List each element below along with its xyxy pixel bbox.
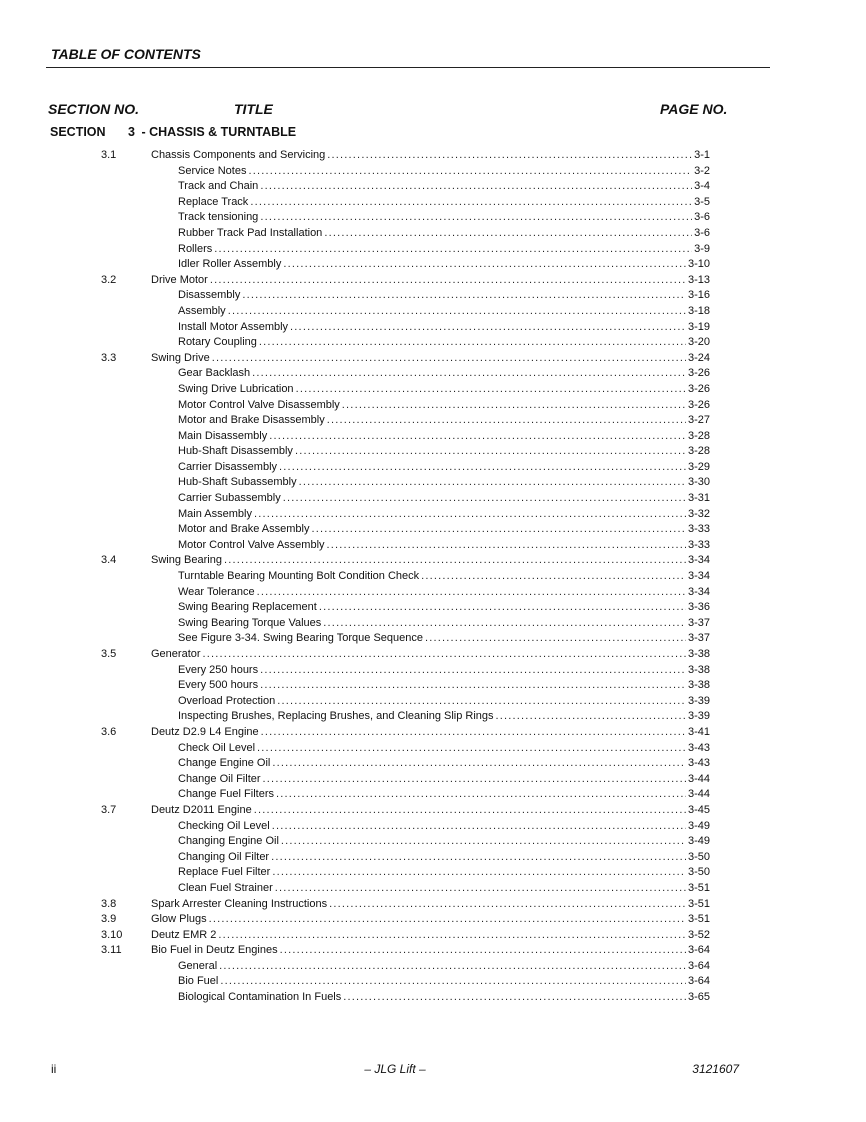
dot-leader (260, 210, 692, 226)
toc-entry-title[interactable]: Carrier Subassembly (178, 492, 281, 505)
toc-entry-page[interactable]: 3-2 (694, 164, 710, 177)
toc-row[interactable] (0, 959, 866, 975)
toc-entry-title[interactable]: Checking Oil Level (178, 819, 270, 832)
dot-leader (295, 444, 686, 460)
toc-entry-title[interactable]: Chassis Components and Servicing (151, 149, 326, 161)
toc-entry-title[interactable]: Spark Arrester Cleaning Instructions (151, 897, 328, 910)
toc-row[interactable] (0, 273, 866, 289)
toc-entry-line[interactable] (178, 631, 710, 647)
toc-entry-page[interactable]: 3-20 (687, 336, 710, 349)
dot-leader (252, 366, 686, 382)
toc-entry-line[interactable] (178, 819, 710, 835)
toc-entry-number: 3.4 (101, 554, 117, 567)
toc-entry-page[interactable]: 3-64 (687, 975, 710, 988)
dot-leader (319, 600, 686, 616)
toc-row[interactable] (0, 164, 866, 180)
dot-leader (496, 709, 686, 725)
toc-entry-line[interactable] (178, 366, 710, 382)
toc-row[interactable] (0, 242, 866, 258)
section-label: SECTION (50, 125, 106, 139)
toc-entry-number: 3.6 (101, 725, 117, 738)
toc-entry-line[interactable] (178, 881, 710, 897)
toc-row[interactable] (0, 444, 866, 460)
dot-leader (259, 335, 686, 351)
toc-row[interactable] (0, 725, 866, 741)
column-header-section: SECTION NO. (48, 101, 140, 117)
toc-row[interactable] (0, 943, 866, 959)
toc-entry-title[interactable]: Rollers (178, 242, 213, 255)
toc-entry-title[interactable]: Turntable Bearing Mounting Bolt Condition Check (178, 570, 420, 583)
section-number: 3 (128, 125, 135, 139)
toc-entry-title[interactable]: Generator (151, 648, 201, 660)
toc-entry-title[interactable]: Idler Roller Assembly (178, 258, 282, 271)
toc-entry-number: 3.7 (101, 803, 117, 816)
toc-row[interactable] (0, 990, 866, 1006)
toc-entry-title[interactable]: Motor and Brake Disassembly (178, 414, 325, 427)
toc-entry-title[interactable]: Change Fuel Filters (178, 788, 274, 801)
toc-entry-number: 3.5 (101, 648, 117, 660)
toc-entry-line[interactable] (151, 273, 710, 289)
footer-document-number: 3121607 (692, 1062, 739, 1076)
toc-row[interactable] (0, 709, 866, 725)
toc-entry-title[interactable]: Changing Engine Oil (178, 835, 279, 848)
toc-entry-title[interactable]: Motor and Brake Assembly (178, 523, 310, 536)
toc-entry-title[interactable]: Assembly (178, 304, 226, 317)
dot-leader (272, 865, 686, 881)
dot-leader (324, 226, 692, 242)
toc-entry-page[interactable]: 3-64 (687, 944, 710, 957)
toc-entry-title[interactable]: Swing Drive Lubrication (178, 382, 294, 395)
toc-entry-page[interactable]: 3-33 (687, 538, 710, 551)
section-heading (50, 125, 296, 139)
toc-entry-line[interactable] (151, 148, 710, 164)
toc-entry-title[interactable]: Change Oil Filter (178, 772, 261, 785)
toc-row[interactable] (0, 678, 866, 694)
toc-entry-title[interactable]: Motor Control Valve Assembly (178, 538, 325, 551)
toc-entry-page[interactable]: 3-64 (687, 959, 710, 972)
toc-entry-line[interactable] (178, 382, 710, 398)
toc-entry-page[interactable]: 3-1 (694, 149, 710, 161)
toc-entry-title[interactable]: Change Engine Oil (178, 757, 271, 770)
toc-entry-title[interactable]: Changing Oil Filter (178, 850, 270, 863)
toc-entry-line[interactable] (178, 257, 710, 273)
toc-entry-line[interactable] (151, 928, 710, 944)
toc-entry-page[interactable]: 3-41 (687, 725, 710, 738)
toc-entry-page[interactable]: 3-10 (687, 258, 710, 271)
dot-leader (425, 631, 686, 647)
toc-row[interactable] (0, 647, 866, 663)
toc-entry-line[interactable] (178, 600, 710, 616)
toc-entry-line[interactable] (151, 553, 710, 569)
toc-entry-number: 3.8 (101, 897, 117, 910)
toc-entry-title[interactable]: Deutz D2011 Engine (151, 803, 252, 816)
toc-list (0, 148, 866, 1006)
toc-entry-line[interactable] (151, 647, 710, 663)
dot-leader (272, 819, 686, 835)
toc-entry-page[interactable]: 3-44 (687, 788, 710, 801)
dot-leader (275, 881, 686, 897)
toc-entry-line[interactable] (178, 990, 710, 1006)
dot-leader (228, 304, 686, 320)
dot-leader (280, 943, 686, 959)
toc-entry-line[interactable] (178, 226, 710, 242)
toc-entry-line[interactable] (178, 538, 710, 554)
dot-leader (327, 148, 692, 164)
toc-entry-page[interactable]: 3-45 (687, 803, 710, 816)
toc-entry-line[interactable] (178, 959, 710, 975)
toc-entry-page[interactable]: 3-50 (687, 866, 710, 879)
toc-entry-title[interactable]: Swing Bearing (151, 554, 222, 567)
toc-row[interactable] (0, 460, 866, 476)
toc-entry-number: 3.11 (101, 944, 122, 957)
toc-entry-line[interactable] (178, 709, 710, 725)
dot-leader (218, 928, 686, 944)
toc-entry-title[interactable]: Install Motor Assembly (178, 320, 289, 333)
toc-entry-page[interactable]: 3-52 (687, 928, 710, 941)
toc-row[interactable] (0, 553, 866, 569)
toc-entry-line[interactable] (178, 195, 710, 211)
toc-entry-title[interactable]: Biological Contamination In Fuels (178, 991, 342, 1004)
page-header-title: TABLE OF CONTENTS (51, 46, 201, 62)
toc-entry-line[interactable] (178, 694, 710, 710)
toc-entry-line[interactable] (178, 164, 710, 180)
toc-entry-page[interactable]: 3-16 (687, 289, 710, 302)
toc-entry-title[interactable]: Hub-Shaft Disassembly (178, 445, 293, 458)
toc-entry-page[interactable]: 3-9 (694, 242, 710, 255)
toc-entry-line[interactable] (178, 522, 710, 538)
dot-leader (281, 834, 686, 850)
toc-entry-title[interactable]: Replace Track (178, 195, 249, 208)
column-header-title: TITLE (234, 101, 273, 117)
dot-leader (260, 678, 686, 694)
toc-entry-page[interactable]: 3-38 (687, 679, 710, 692)
dot-leader (279, 460, 686, 476)
dot-leader (327, 413, 686, 429)
header-divider (46, 67, 770, 68)
toc-row[interactable] (0, 351, 866, 367)
toc-entry-page[interactable]: 3-19 (687, 320, 710, 333)
toc-entry-page[interactable]: 3-38 (687, 663, 710, 676)
toc-row[interactable] (0, 507, 866, 523)
toc-row[interactable] (0, 850, 866, 866)
toc-entry-page[interactable]: 3-39 (687, 710, 710, 723)
toc-row[interactable] (0, 366, 866, 382)
toc-entry-title[interactable]: Drive Motor (151, 273, 208, 286)
toc-entry-line[interactable] (178, 429, 710, 445)
toc-entry-title[interactable]: Check Oil Level (178, 741, 256, 754)
dot-leader (210, 273, 686, 289)
toc-row[interactable] (0, 803, 866, 819)
toc-row[interactable] (0, 897, 866, 913)
toc-row[interactable] (0, 772, 866, 788)
toc-entry-line[interactable] (178, 304, 710, 320)
toc-row[interactable] (0, 569, 866, 585)
dot-leader (203, 647, 686, 663)
toc-entry-page[interactable]: 3-38 (687, 648, 710, 660)
toc-entry-line[interactable] (178, 741, 710, 757)
toc-entry-title[interactable]: Hub-Shaft Subassembly (178, 476, 297, 489)
footer-publisher: – JLG Lift – (364, 1062, 426, 1076)
toc-entry-line[interactable] (178, 460, 710, 476)
dot-leader (214, 242, 692, 258)
dot-leader (220, 974, 686, 990)
toc-entry-page[interactable]: 3-6 (694, 226, 710, 239)
toc-entry-page[interactable]: 3-28 (687, 429, 710, 442)
toc-entry-title[interactable]: Carrier Disassembly (178, 460, 278, 473)
toc-entry-line[interactable] (178, 335, 710, 351)
toc-entry-title[interactable]: Glow Plugs (151, 913, 207, 926)
toc-entry-title[interactable]: Swing Drive (151, 351, 210, 364)
dot-leader (248, 164, 692, 180)
toc-row[interactable] (0, 491, 866, 507)
toc-row[interactable] (0, 398, 866, 414)
dot-leader (311, 522, 686, 538)
toc-row[interactable] (0, 928, 866, 944)
dot-leader (296, 382, 686, 398)
toc-entry-line[interactable] (151, 912, 710, 928)
toc-entry-number: 3.2 (101, 273, 117, 286)
dot-leader (260, 663, 686, 679)
toc-row[interactable] (0, 585, 866, 601)
toc-entry-page[interactable]: 3-18 (687, 304, 710, 317)
toc-entry-line[interactable] (178, 179, 710, 195)
toc-entry-page[interactable]: 3-30 (687, 476, 710, 489)
toc-entry-title[interactable]: Wear Tolerance (178, 585, 255, 598)
toc-row[interactable] (0, 288, 866, 304)
toc-entry-line[interactable] (178, 772, 710, 788)
toc-entry-title[interactable]: Track and Chain (178, 180, 259, 193)
toc-entry-line[interactable] (178, 320, 710, 336)
toc-entry-title[interactable]: Deutz D2.9 L4 Engine (151, 725, 259, 738)
toc-entry-line[interactable] (178, 787, 710, 803)
toc-row[interactable] (0, 226, 866, 242)
toc-entry-page[interactable]: 3-28 (687, 445, 710, 458)
toc-entry-page[interactable]: 3-34 (687, 570, 710, 583)
toc-entry-page[interactable]: 3-51 (687, 897, 710, 910)
toc-row[interactable] (0, 834, 866, 850)
toc-entry-page[interactable]: 3-5 (694, 195, 710, 208)
toc-row[interactable] (0, 538, 866, 554)
toc-entry-line[interactable] (151, 803, 710, 819)
toc-entry-title[interactable]: Gear Backlash (178, 367, 251, 380)
dot-leader (343, 990, 686, 1006)
toc-entry-title[interactable]: Every 500 hours (178, 679, 259, 692)
toc-entry-line[interactable] (178, 242, 710, 258)
toc-entry-page[interactable]: 3-24 (687, 351, 710, 364)
toc-entry-title[interactable]: Inspecting Brushes, Replacing Brushes, and Cleaning Slip Rings (178, 710, 494, 723)
toc-row[interactable] (0, 335, 866, 351)
dot-leader (257, 741, 686, 757)
toc-row[interactable] (0, 195, 866, 211)
toc-row[interactable] (0, 616, 866, 632)
toc-entry-title[interactable]: Deutz EMR 2 (151, 928, 217, 941)
toc-entry-number: 3.9 (101, 913, 117, 926)
toc-row[interactable] (0, 694, 866, 710)
toc-entry-title[interactable]: Track tensioning (178, 211, 259, 224)
toc-entry-title[interactable]: Main Disassembly (178, 429, 268, 442)
toc-row[interactable] (0, 148, 866, 164)
toc-row[interactable] (0, 974, 866, 990)
toc-entry-line[interactable] (151, 351, 710, 367)
dot-leader (290, 320, 686, 336)
toc-entry-title[interactable]: General (178, 959, 218, 972)
dot-leader (263, 772, 686, 788)
toc-entry-line[interactable] (178, 756, 710, 772)
dot-leader (261, 725, 686, 741)
toc-entry-number: 3.10 (101, 928, 123, 941)
toc-entry-title[interactable]: Swing Bearing Torque Values (178, 616, 322, 629)
dot-leader (329, 897, 686, 913)
toc-entry-page[interactable]: 3-39 (687, 694, 710, 707)
toc-entry-page[interactable]: 3-65 (687, 991, 710, 1004)
toc-entry-title[interactable]: Swing Bearing Replacement (178, 601, 317, 614)
dot-leader (254, 803, 686, 819)
toc-entry-title[interactable]: Main Assembly (178, 507, 252, 520)
toc-entry-page[interactable]: 3-50 (687, 850, 710, 863)
toc-entry-page[interactable]: 3-26 (687, 367, 710, 380)
toc-row[interactable] (0, 210, 866, 226)
toc-row[interactable] (0, 881, 866, 897)
dot-leader (342, 398, 686, 414)
toc-entry-title[interactable]: Bio Fuel in Deutz Engines (151, 944, 278, 957)
dot-leader (209, 912, 686, 928)
dot-leader (283, 257, 686, 273)
toc-entry-page[interactable]: 3-49 (687, 835, 710, 848)
toc-entry-title[interactable]: Rubber Track Pad Installation (178, 226, 323, 239)
toc-entry-line[interactable] (178, 210, 710, 226)
toc-row[interactable] (0, 257, 866, 273)
dot-leader (277, 694, 686, 710)
toc-entry-line[interactable] (178, 974, 710, 990)
toc-entry-line[interactable] (178, 678, 710, 694)
toc-entry-page[interactable]: 3-44 (687, 772, 710, 785)
toc-entry-line[interactable] (178, 491, 710, 507)
toc-row[interactable] (0, 631, 866, 647)
toc-entry-page[interactable]: 3-32 (687, 507, 710, 520)
toc-entry-page[interactable]: 3-36 (687, 601, 710, 614)
dot-leader (224, 553, 686, 569)
toc-entry-line[interactable] (151, 725, 710, 741)
dot-leader (276, 787, 686, 803)
dot-leader (242, 288, 686, 304)
dot-leader (271, 850, 686, 866)
toc-entry-page[interactable]: 3-49 (687, 819, 710, 832)
toc-entry-page[interactable]: 3-26 (687, 398, 710, 411)
toc-entry-line[interactable] (178, 507, 710, 523)
toc-entry-line[interactable] (178, 475, 710, 491)
dot-leader (299, 475, 686, 491)
toc-entry-line[interactable] (178, 616, 710, 632)
toc-entry-page[interactable]: 3-13 (687, 273, 710, 286)
toc-row[interactable] (0, 382, 866, 398)
toc-entry-title[interactable]: Service Notes (178, 164, 247, 177)
dot-leader (212, 351, 686, 367)
toc-entry-line[interactable] (178, 663, 710, 679)
toc-entry-page[interactable]: 3-34 (687, 585, 710, 598)
toc-entry-title[interactable]: Clean Fuel Strainer (178, 881, 273, 894)
toc-entry-line[interactable] (178, 413, 710, 429)
toc-entry-page[interactable]: 3-6 (694, 211, 710, 224)
toc-row[interactable] (0, 865, 866, 881)
toc-row[interactable] (0, 413, 866, 429)
toc-row[interactable] (0, 320, 866, 336)
toc-row[interactable] (0, 663, 866, 679)
dot-leader (250, 195, 692, 211)
dot-leader (269, 429, 686, 445)
section-title: - CHASSIS & TURNTABLE (141, 125, 297, 139)
toc-entry-line[interactable] (151, 897, 710, 913)
toc-entry-number: 3.1 (101, 149, 117, 161)
toc-entry-line[interactable] (178, 850, 710, 866)
toc-entry-page[interactable]: 3-4 (694, 180, 710, 193)
toc-row[interactable] (0, 787, 866, 803)
toc-row[interactable] (0, 756, 866, 772)
column-header-page: PAGE NO. (660, 101, 728, 117)
toc-row[interactable] (0, 179, 866, 195)
dot-leader (283, 491, 686, 507)
toc-entry-title[interactable]: Overload Protection (178, 694, 276, 707)
toc-entry-page[interactable]: 3-37 (687, 616, 710, 629)
toc-entry-title[interactable]: Every 250 hours (178, 663, 259, 676)
toc-entry-page[interactable]: 3-27 (687, 414, 710, 427)
toc-row[interactable] (0, 304, 866, 320)
dot-leader (323, 616, 686, 632)
toc-entry-title[interactable]: Motor Control Valve Disassembly (178, 398, 340, 411)
toc-entry-page[interactable]: 3-29 (687, 460, 710, 473)
toc-entry-page[interactable]: 3-26 (687, 382, 710, 395)
toc-row[interactable] (0, 912, 866, 928)
toc-row[interactable] (0, 600, 866, 616)
dot-leader (219, 959, 686, 975)
dot-leader (272, 756, 686, 772)
toc-entry-page[interactable]: 3-43 (687, 741, 710, 754)
toc-entry-line[interactable] (178, 288, 710, 304)
dot-leader (327, 538, 686, 554)
toc-row[interactable] (0, 741, 866, 757)
toc-entry-line[interactable] (178, 398, 710, 414)
dot-leader (421, 569, 686, 585)
toc-entry-line[interactable] (178, 865, 710, 881)
dot-leader (254, 507, 686, 523)
toc-entry-page[interactable]: 3-37 (687, 632, 710, 645)
toc-entry-page[interactable]: 3-31 (687, 492, 710, 505)
toc-entry-line[interactable] (178, 834, 710, 850)
toc-row[interactable] (0, 475, 866, 491)
toc-entry-page[interactable]: 3-51 (687, 913, 710, 926)
footer-page-number: ii (51, 1062, 57, 1076)
toc-row[interactable] (0, 819, 866, 835)
toc-entry-line[interactable] (178, 585, 710, 601)
toc-entry-line[interactable] (178, 444, 710, 460)
toc-row[interactable] (0, 429, 866, 445)
toc-entry-page[interactable]: 3-33 (687, 523, 710, 536)
toc-entry-title[interactable]: See Figure 3-34. Swing Bearing Torque Sequence (178, 632, 424, 645)
toc-entry-title[interactable]: Rotary Coupling (178, 336, 257, 349)
toc-entry-page[interactable]: 3-51 (687, 881, 710, 894)
toc-entry-page[interactable]: 3-43 (687, 757, 710, 770)
toc-row[interactable] (0, 522, 866, 538)
toc-entry-page[interactable]: 3-34 (687, 554, 710, 567)
toc-entry-line[interactable] (178, 569, 710, 585)
dot-leader (257, 585, 686, 601)
toc-entry-number: 3.3 (101, 351, 117, 364)
toc-entry-title[interactable]: Disassembly (178, 289, 241, 302)
toc-entry-title[interactable]: Replace Fuel Filter (178, 866, 271, 879)
dot-leader (260, 179, 692, 195)
toc-entry-title[interactable]: Bio Fuel (178, 975, 219, 988)
toc-entry-line[interactable] (151, 943, 710, 959)
